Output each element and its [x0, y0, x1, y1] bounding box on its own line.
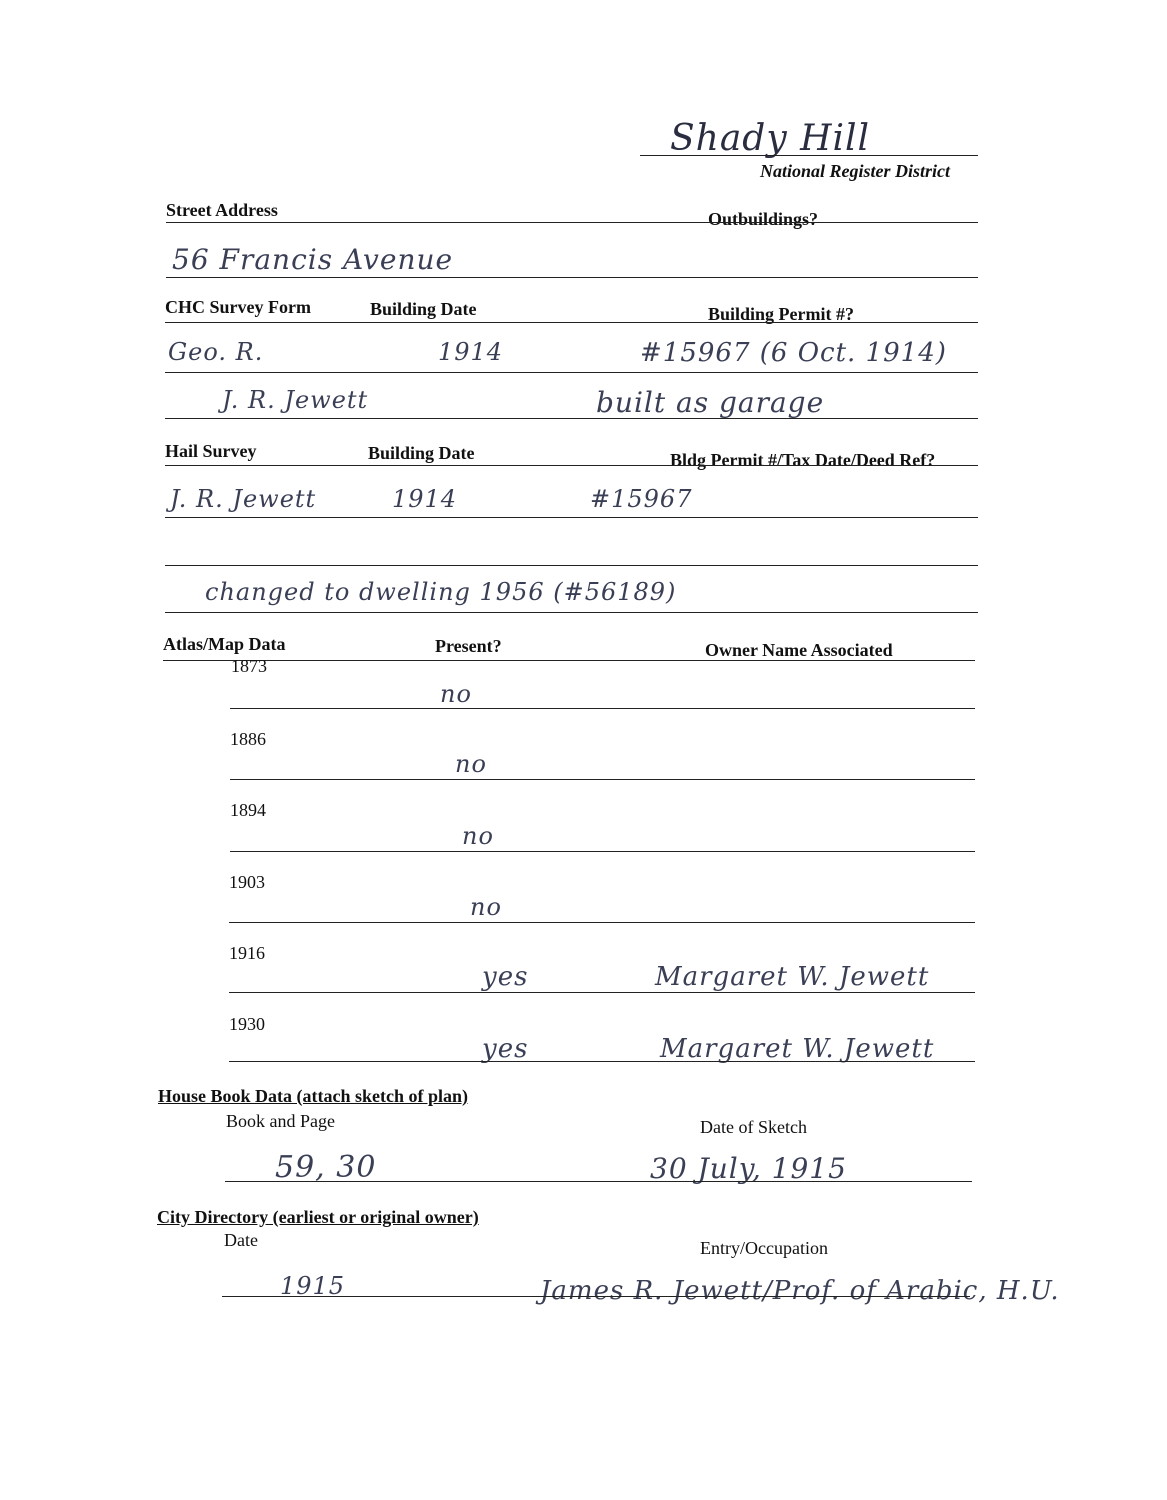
hail-line-3: [165, 612, 978, 613]
atlas-year: 1930: [229, 1014, 265, 1034]
outbuildings-label: Outbuildings?: [708, 209, 819, 229]
entry-occupation-value: James R. Jewett/Prof. of Arabic, H.U.: [540, 1276, 1060, 1306]
street-address-line: [166, 277, 978, 278]
street-address-header-line: [166, 222, 978, 223]
atlas-row-line: [230, 708, 975, 709]
city-directory-label: City Directory (earliest or original owner): [157, 1207, 479, 1227]
atlas-present: no: [440, 680, 472, 708]
house-book-line: [225, 1181, 972, 1182]
atlas-row-line: [229, 1061, 975, 1062]
hail-line-2: [165, 565, 978, 566]
atlas-year: 1894: [230, 800, 266, 820]
book-and-page-label: Book and Page: [226, 1111, 335, 1131]
street-address-value: 56 Francis Avenue: [172, 243, 454, 276]
entry-occupation-label: Entry/Occupation: [700, 1238, 828, 1258]
atlas-year: 1916: [229, 943, 265, 963]
atlas-row-line: [229, 922, 975, 923]
chc-line-2: [165, 418, 978, 419]
atlas-header-line: [163, 660, 975, 661]
atlas-present: yes: [482, 1034, 529, 1064]
chc-building-date-label: Building Date: [370, 299, 477, 319]
city-directory-line: [222, 1296, 970, 1297]
atlas-owner-label: Owner Name Associated: [705, 640, 893, 660]
hail-building-date-label: Building Date: [368, 443, 475, 463]
atlas-owner: Margaret W. Jewett: [660, 1034, 935, 1064]
atlas-year: 1873: [231, 656, 267, 676]
atlas-label: Atlas/Map Data: [163, 634, 286, 654]
city-directory-date-label: Date: [224, 1230, 258, 1250]
atlas-row-line: [229, 992, 975, 993]
hail-permit: #15967: [590, 485, 693, 513]
atlas-present: no: [470, 893, 502, 921]
hail-header-line: [165, 465, 978, 466]
hail-survey-label: Hail Survey: [165, 441, 257, 461]
atlas-year: 1903: [229, 872, 265, 892]
hail-note: changed to dwelling 1956 (#56189): [205, 578, 677, 606]
chc-header-line: [165, 322, 978, 323]
atlas-present: yes: [482, 962, 529, 992]
street-address-label: Street Address: [166, 200, 278, 220]
district-name-line: [640, 155, 978, 156]
chc-permit: #15967 (6 Oct. 1914): [640, 338, 947, 368]
atlas-owner: Margaret W. Jewett: [655, 962, 930, 992]
hail-line-1: [165, 517, 978, 518]
chc-note: built as garage: [596, 386, 825, 419]
hail-building-date: 1914: [392, 485, 458, 513]
atlas-year: 1886: [230, 729, 266, 749]
atlas-present: no: [462, 822, 494, 850]
hail-owner: J. R. Jewett: [170, 485, 317, 513]
hail-permit-label: Bldg Permit #/Tax Date/Deed Ref?: [670, 450, 936, 470]
atlas-present-label: Present?: [435, 636, 502, 656]
chc-line-1: [165, 372, 978, 373]
district-label: National Register District: [760, 161, 951, 181]
chc-building-date: 1914: [438, 338, 504, 366]
chc-survey-form-label: CHC Survey Form: [165, 297, 311, 317]
atlas-row-line: [230, 779, 975, 780]
chc-owner-line1: Geo. R.: [168, 338, 264, 366]
chc-owner-line2: J. R. Jewett: [222, 386, 369, 414]
date-of-sketch-value: 30 July, 1915: [650, 1152, 847, 1185]
date-of-sketch-label: Date of Sketch: [700, 1117, 807, 1137]
city-directory-date-value: 1915: [280, 1272, 346, 1300]
chc-building-permit-label: Building Permit #?: [708, 304, 855, 324]
atlas-present: no: [455, 750, 487, 778]
district-name-signature: Shady Hill: [670, 118, 871, 159]
house-book-label: House Book Data (attach sketch of plan): [158, 1086, 469, 1106]
book-and-page-value: 59, 30: [275, 1150, 377, 1185]
atlas-row-line: [230, 851, 975, 852]
